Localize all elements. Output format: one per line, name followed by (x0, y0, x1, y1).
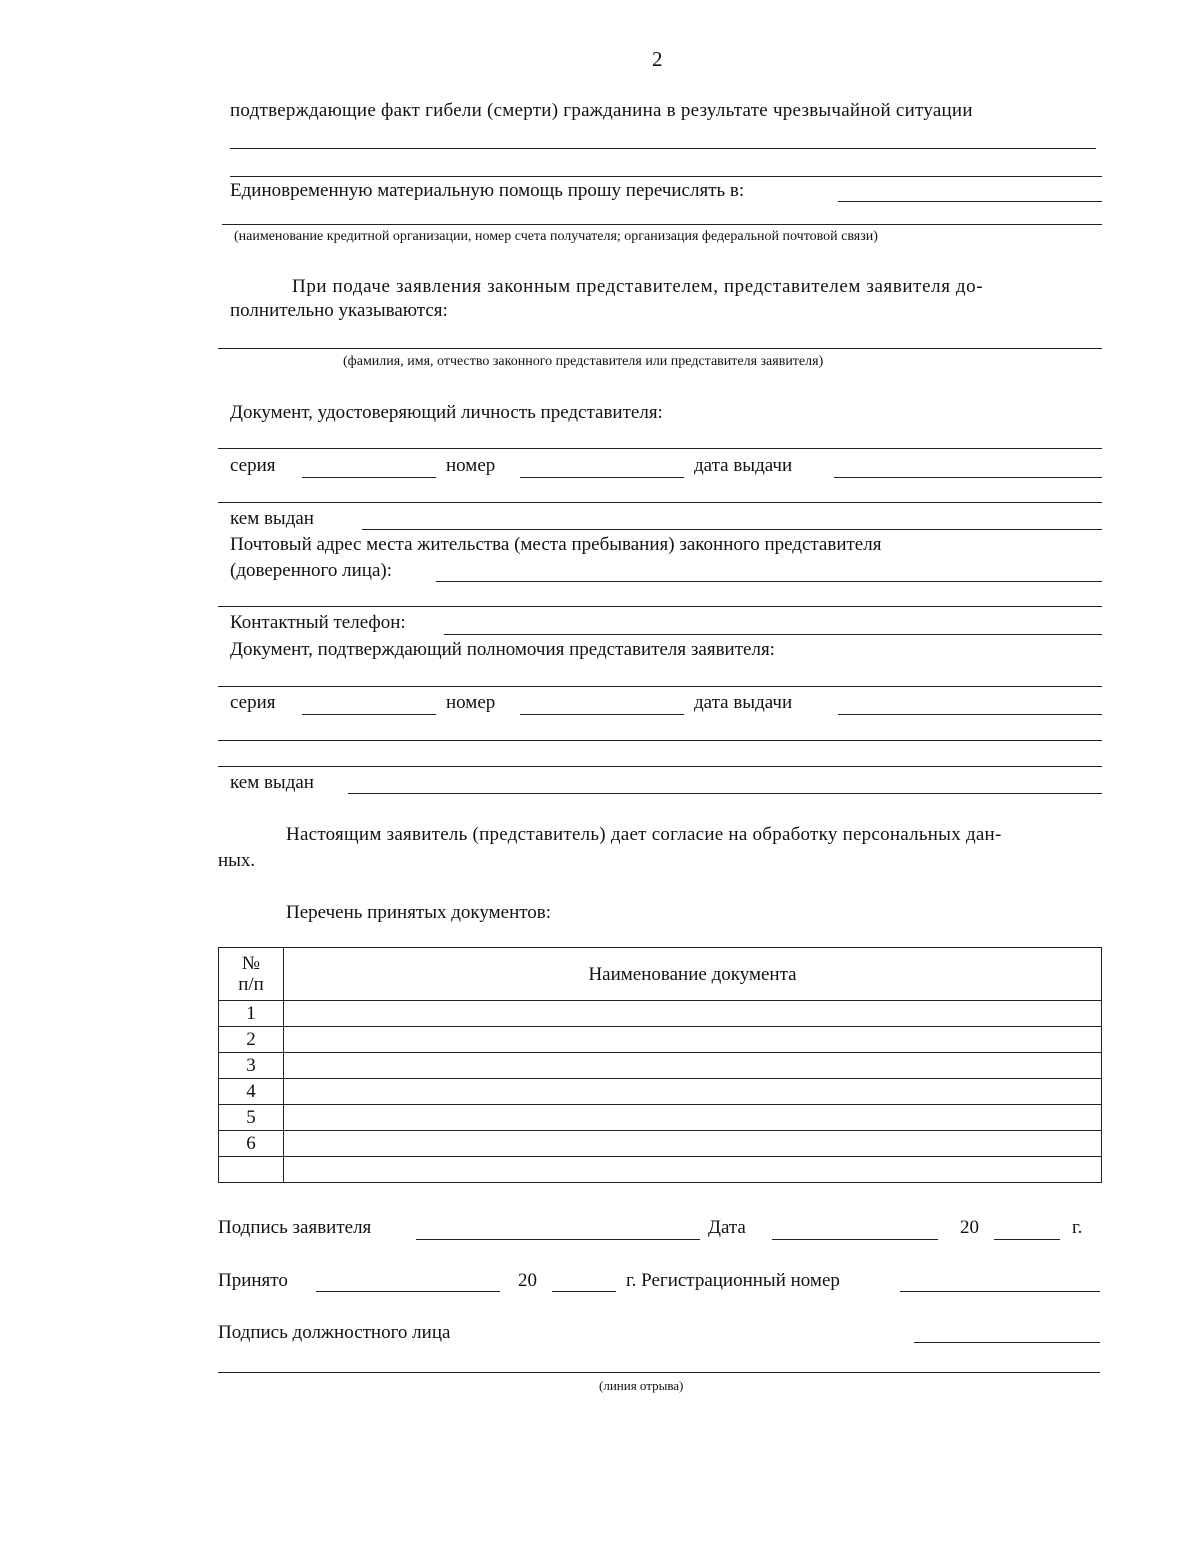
registration-number-field[interactable] (900, 1291, 1100, 1292)
applicant-signature-field[interactable] (416, 1239, 700, 1240)
year-prefix: 20 (960, 1217, 979, 1238)
authority-doc-label: Документ, подтверждающий полномочия представителя заявителя: (230, 639, 775, 660)
series-label: серия (230, 455, 276, 476)
representative-para-line2: полнительно указываются: (230, 300, 448, 321)
consent-line1: Настоящим заявитель (представитель) дает согласие на обработку персональных дан- (286, 824, 1002, 845)
column-header-number-line1: № (241, 953, 261, 974)
document-name-cell[interactable] (284, 1157, 1102, 1183)
row-number: 1 (219, 1001, 284, 1027)
row-number (219, 1157, 284, 1183)
row-number: 4 (219, 1079, 284, 1105)
row-number: 3 (219, 1053, 284, 1079)
blank-line (218, 502, 1102, 503)
representative-name-hint: (фамилия, имя, отчество законного представителя или представителя заявителя) (343, 354, 824, 369)
issue-date-field-2[interactable] (838, 714, 1102, 715)
representative-para-line1: При подаче заявления законным представителем, представителем заявителя до- (292, 276, 984, 297)
year-field[interactable] (994, 1239, 1060, 1240)
id-doc-label: Документ, удостоверяющий личность представителя: (230, 402, 663, 423)
phone-label: Контактный телефон: (230, 612, 406, 633)
issued-by-label-2: кем выдан (230, 772, 314, 793)
issued-by-field[interactable] (362, 529, 1102, 530)
payment-field-line[interactable] (222, 224, 1102, 225)
document-name-cell[interactable] (284, 1105, 1102, 1131)
date-field[interactable] (772, 1239, 938, 1240)
column-header-name: Наименование документа (284, 948, 1102, 1001)
table-row (219, 1131, 1102, 1157)
blank-line (218, 686, 1102, 687)
blank-line (218, 448, 1102, 449)
issued-by-label: кем выдан (230, 508, 314, 529)
accepted-label: Принято (218, 1270, 288, 1291)
intro-line: подтверждающие факт гибели (смерти) гражданина в результате чрезвычайной ситуации (230, 100, 973, 121)
cut-line (218, 1372, 1100, 1373)
accepted-year-prefix: 20 (518, 1270, 537, 1291)
table-row (219, 1001, 1102, 1027)
docs-list-title: Перечень принятых документов: (286, 902, 552, 923)
accepted-year-field[interactable] (552, 1291, 616, 1292)
address-field[interactable] (436, 581, 1102, 582)
consent-line2: ных. (218, 850, 256, 871)
issued-by-field-2[interactable] (348, 793, 1102, 794)
table-row (219, 1079, 1102, 1105)
document-name-cell[interactable] (284, 1053, 1102, 1079)
number-field[interactable] (520, 477, 684, 478)
documents-table (218, 947, 1102, 1183)
representative-name-field[interactable] (218, 348, 1102, 349)
blank-line (218, 740, 1102, 741)
cut-line-caption: (линия отрыва) (599, 1378, 684, 1393)
address-line2: (доверенного лица): (230, 560, 392, 581)
row-number: 2 (219, 1027, 284, 1053)
date-label: Дата (708, 1217, 746, 1238)
official-signature-label: Подпись должностного лица (218, 1322, 451, 1343)
number-field-2[interactable] (520, 714, 684, 715)
number-label: номер (446, 455, 496, 476)
payment-hint: (наименование кредитной организации, номер счета получателя; организация федеральной почтовой связи) (234, 229, 878, 244)
document-name-cell[interactable] (284, 1131, 1102, 1157)
row-number: 5 (219, 1105, 284, 1131)
document-name-cell[interactable] (284, 1001, 1102, 1027)
applicant-signature-label: Подпись заявителя (218, 1217, 372, 1238)
table-row (219, 1027, 1102, 1053)
issue-date-label-2: дата выдачи (694, 692, 793, 713)
issue-date-field[interactable] (834, 477, 1102, 478)
table-row (219, 1053, 1102, 1079)
column-header-number-line2: п/п (238, 974, 264, 995)
page-number: 2 (652, 47, 663, 71)
issue-date-label: дата выдачи (694, 455, 793, 476)
document-name-cell[interactable] (284, 1079, 1102, 1105)
registration-label: г. Регистрационный номер (626, 1270, 840, 1291)
official-signature-field[interactable] (914, 1342, 1100, 1343)
row-number: 6 (219, 1131, 284, 1157)
number-label-2: номер (446, 692, 496, 713)
table-header-row (219, 948, 1102, 1001)
series-field-2[interactable] (302, 714, 436, 715)
blank-line (230, 176, 1102, 177)
series-label-2: серия (230, 692, 276, 713)
address-line1: Почтовый адрес места жительства (места пребывания) законного представителя (230, 534, 882, 555)
address-field-line[interactable] (218, 606, 1102, 607)
document-name-cell[interactable] (284, 1027, 1102, 1053)
table-row (219, 1157, 1102, 1183)
column-header-number (219, 948, 284, 1001)
table-row (219, 1105, 1102, 1131)
year-suffix: г. (1072, 1217, 1083, 1238)
payment-label: Единовременную материальную помощь прошу перечислять в: (230, 180, 745, 201)
phone-field[interactable] (444, 634, 1102, 635)
blank-line (230, 148, 1096, 149)
blank-line (218, 766, 1102, 767)
payment-field[interactable] (838, 201, 1102, 202)
series-field[interactable] (302, 477, 436, 478)
accepted-date-field[interactable] (316, 1291, 500, 1292)
